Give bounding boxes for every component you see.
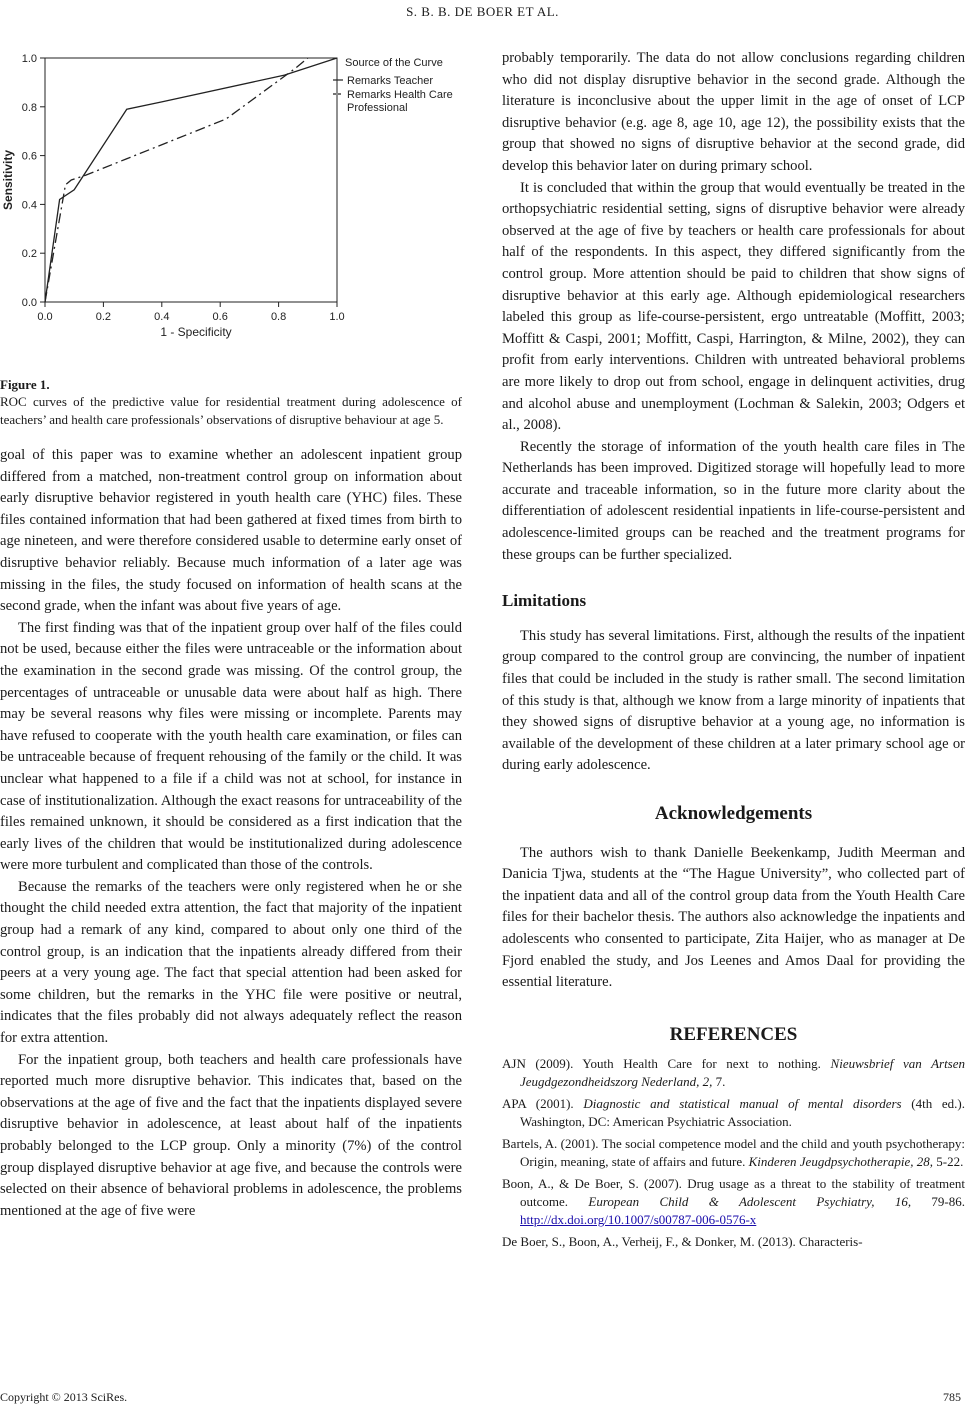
- reference-item: AJN (2009). Youth Health Care for next to nothing. Nieuwsbrief van Artsen Jeugdgezondheidszorg Nederland, 2, 7.: [502, 1056, 965, 1090]
- page-number: 785: [943, 1390, 961, 1404]
- y-tick-label: 0.6: [21, 150, 37, 163]
- figure-label: Figure 1.: [0, 377, 50, 392]
- y-axis-label: Sensitivity: [1, 149, 15, 211]
- paragraph: This study has several limitations. First, although the results of the inpatient group compared to the control group are convincing, the number of inpatient files that could be included in the study is rather small. The second limitation of this study is that, although we know from a large minority of inpatients that they showed signs of disruptive behavior at a young age, no information is available of the development of these children at a later primary school age or during early adolescence.: [502, 627, 965, 774]
- legend-item-health-care-cont: Professional: [347, 102, 408, 114]
- plot-frame: [45, 58, 337, 302]
- left-column: [0, 48, 462, 1222]
- section-heading-references: REFERENCES: [669, 1023, 798, 1045]
- y-tick-label: 0.0: [21, 297, 37, 309]
- x-tick-label: 0.6: [212, 311, 228, 323]
- paragraph: goal of this paper was to examine whether an adolescent inpatient group differed from a matched, non-treatment control group on information about early disruptive behavior registered in youth health care (YHC) files. These files contained information that had been gathered at fixed times from birth to age nineteen, and were therefore considered usable to determine early onset of disruptive behavior reliably. Because much information of a later age was missing in the files, the study focused on information of health scans at the second grade, when the infant was about five years of age.: [0, 447, 462, 615]
- reference-item: Boon, A., & De Boer, S. (2007). Drug usage as a threat to the stability of treatment outcome. European Child & Adolescent Psychiatry, 16, 79-86. http://dx.doi.org/10.1007/s00787-006-0576-x: [502, 1176, 965, 1228]
- paragraph: The authors wish to thank Danielle Beekenkamp, Judith Meerman and Danicia Tjwa, students at the “The Hague University”, who collected part of the inpatient data and all of the control group data from the Youth Health Care files for their bachelor thesis. The authors also acknowledge the inpatients and adolescents who consented to participate, Zita Haijer, who as manager at De Fjord enabled the study, and Jos Leenes and Amos Daal for providing the essential literature.: [502, 844, 965, 991]
- figure-caption: ROC curves of the predictive value for residential treatment during adolescence of teachers’ and health care professionals’ observations of disruptive behaviour at age 5.: [0, 394, 462, 427]
- y-tick-label: 0.2: [21, 248, 37, 261]
- paragraph: It is concluded that within the group that would eventually be treated in the orthopsychiatric residential setting, signs of disruptive behavior were already observed at the age of five by teachers or health care professionals for about half of the respondents. In this aspect, they differed significantly from the control group. More attention should be paid to children that show signs of disruptive behavior at this early age. Although epidemiological researchers labeled this group as life-course-persistent, ergo untreatable (Moffitt, 2003; Moffitt & Caspi, 2001; Moffitt, Caspi, Harrington, & Milne, 2002), they can profit from early interventions. Children with untreated behavioral problems are more likely to drop out from school, engage in delinquent activities, drug and alcohol abuse and unemployment (Lochman & Salekin, 2003; Odgers et al., 2008).: [502, 179, 965, 434]
- x-tick-label: 1.0: [329, 311, 345, 323]
- section-heading-limitations: Limitations: [502, 591, 587, 611]
- reference-item: Bartels, A. (2001). The social competence model and the child and youth psychotherapy: Origin, meaning, state of affairs and future. Kinderen Jeugdpsychotherapie, 28, 5-22.: [502, 1136, 965, 1170]
- x-axis-label: 1 - Specificity: [160, 325, 232, 339]
- y-tick-label: 0.8: [21, 101, 37, 114]
- x-tick-label: 0.4: [154, 311, 170, 323]
- reference-item: De Boer, S., Boon, A., Verheij, F., & Donker, M. (2013). Characteris-: [502, 1234, 863, 1250]
- roc-figure: [0, 48, 462, 358]
- paragraph: probably temporarily. The data do not allow conclusions regarding children who did not display disruptive behavior in the second grade. Although the literature is inconclusive about the upper limit in the age of onset of LCP disruptive behavior (e.g. age 8, age 10, age 12), the possibility exists that the group that showed no signs of disruptive behavior at the second grade, did develop this behavior later on during primary school.: [502, 50, 965, 174]
- y-tick-label: 1.0: [21, 53, 37, 65]
- x-tick-label: 0.8: [270, 311, 287, 323]
- y-tick-label: 0.4: [21, 199, 37, 212]
- doi-link[interactable]: http://dx.doi.org/10.1007/s00787-006-0576-x: [520, 1212, 757, 1228]
- paragraph: Recently the storage of information of the youth health care files in The Netherlands has been improved. Digitized storage will hopefully lead to more accurate and traceable information, so in the future more clarity about the differentiation of adolescent residential inpatients in life-course-persistent and adolescence-limited groups can be reached and the treatment programs for these groups can be further specialized.: [502, 438, 965, 563]
- paragraph: For the inpatient group, both teachers and health care professionals have reported much more disruptive behavior. This indicates that, based on the observations at the age of five and the fact that the inpatients displayed severe disruptive behavior in adolescence, at least about half of the inpatients probably belonged to the LCP group. Only a minority (7%) of the control group displayed disruptive behavior at age five, and because the controls were selected on their absence of behavioral problems in adolescence, the problems mentioned at the age of five were: [0, 1051, 462, 1219]
- right-column: [502, 48, 965, 1255]
- roc-chart: [0, 48, 462, 348]
- paragraph: Because the remarks of the teachers were only registered when he or she thought the child needed extra attention, the fact that majority of the inpatient group had a remark of any kind, compared to about only one third of the control group, is an indication that the inpatients already differed from their peers at a very young age. The fact that special attention had been asked for some children, but the remarks in the YHC file were positive or neutral, indicates that the files probably did not always adequately reflect the reason for extra attention.: [0, 878, 462, 1047]
- legend-title: Source of the Curve: [345, 57, 443, 69]
- x-tick-label: 0.0: [37, 311, 53, 323]
- paragraph: The first finding was that of the inpatient group over half of the files could not be used, because either the files were untraceable or the information about the examination in the second grade was missing. Of the control group, the percentages of untraceable or unusable data were about half as high. There may be several reasons why files were missing or incomplete. Parents may have refused to cooperate with the youth health care examination, or files can be untraceable because of frequent rehousing of the family or the child. It was unclear what happened to a file if a child was not at school, for instance in case of institutionalization. Although the exact reasons for untraceability of the files remained unknown, it should be considered as a first indication that the early lives of the children that would be institutionalized during adolescence were more turbulent and complicated than those of the controls.: [0, 619, 462, 874]
- reference-item: APA (2001). Diagnostic and statistical manual of mental disorders (4th ed.). Washington, DC: American Psychiatric Association.: [502, 1096, 965, 1130]
- copyright-footer: Copyright © 2013 SciRes.: [0, 1390, 128, 1404]
- legend-item-health-care: Remarks Health Care: [347, 89, 453, 101]
- section-heading-acknowledgements: Acknowledgements: [654, 803, 813, 824]
- running-header: S. B. B. DE BOER ET AL.: [406, 4, 559, 19]
- x-tick-label: 0.2: [95, 311, 112, 323]
- reference-list: [502, 1055, 965, 1251]
- legend-item-teacher: Remarks Teacher: [347, 75, 433, 87]
